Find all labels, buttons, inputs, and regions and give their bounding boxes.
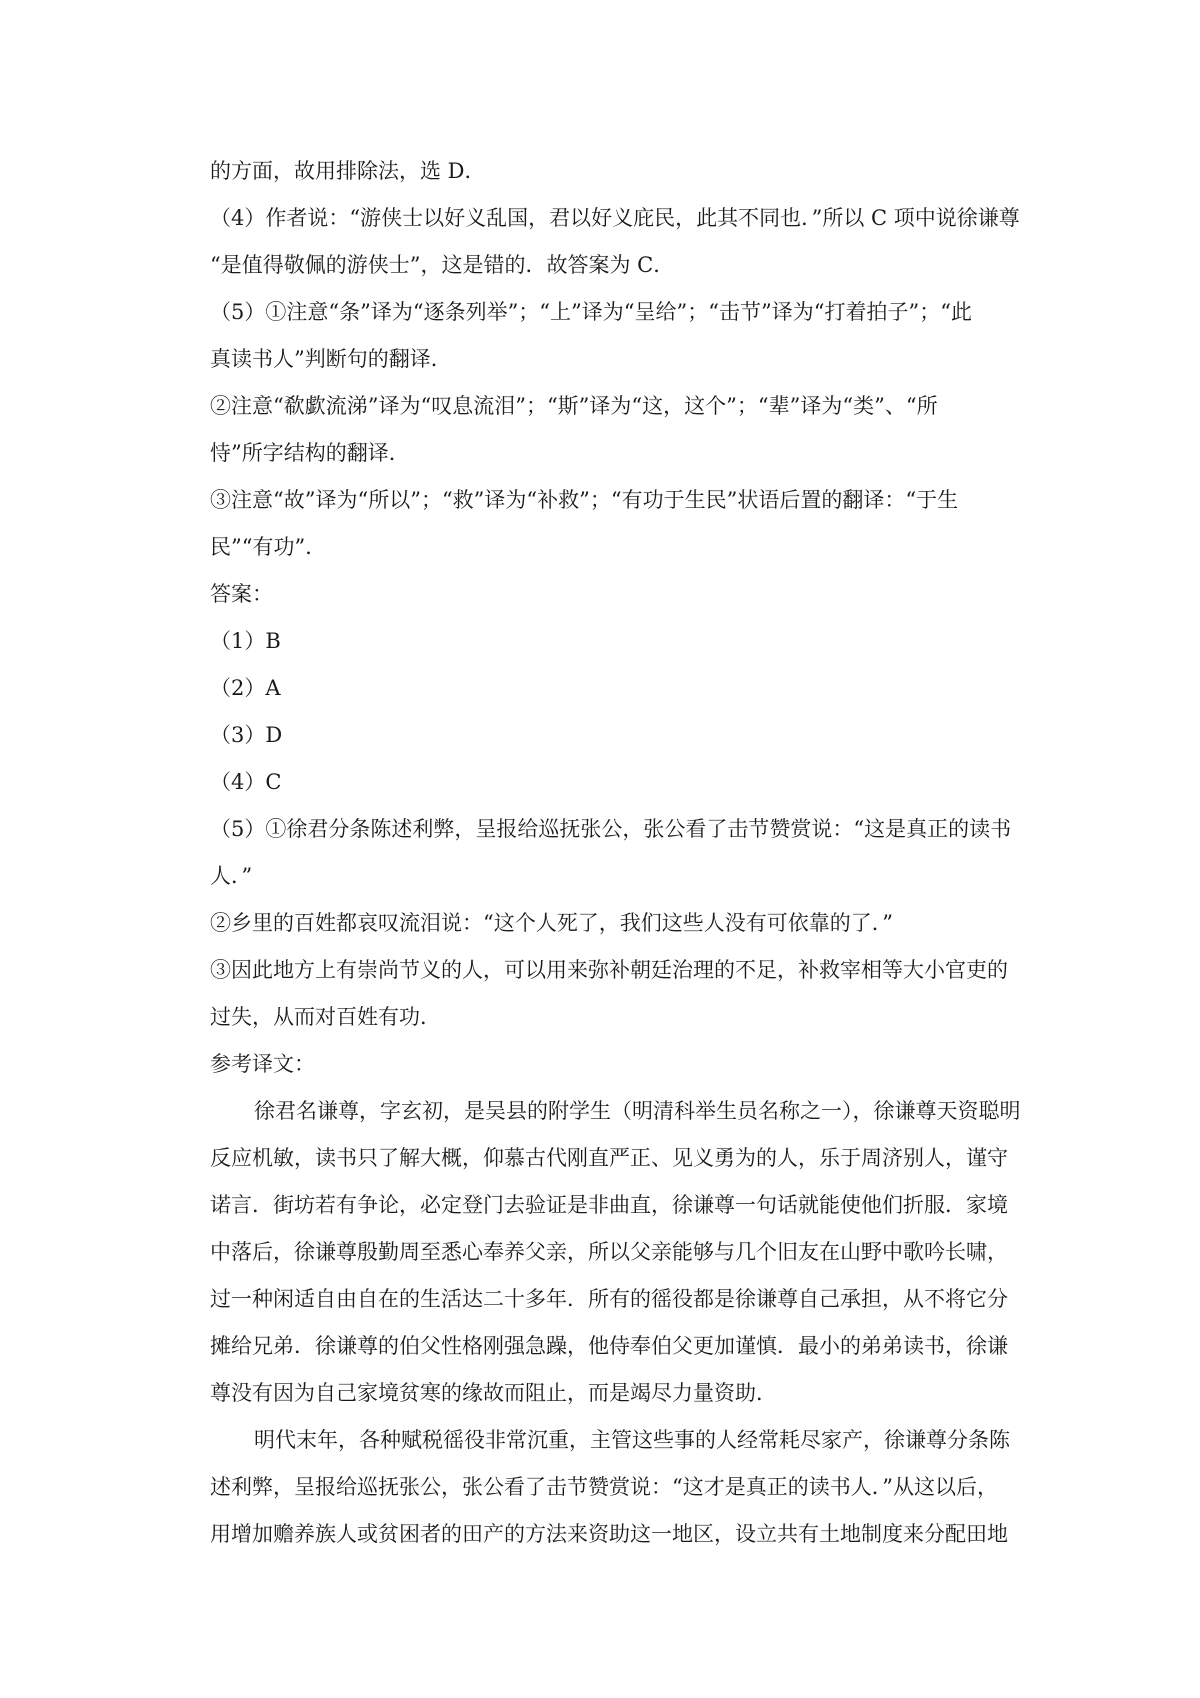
- text-line: 过失，从而对百姓有功．: [210, 1005, 441, 1029]
- text-line: 过一种闲适自由自在的生活达二十多年．所有的徭役都是徐谦尊自己承担，从不将它分: [210, 1287, 1008, 1311]
- text-line: ②注意“欷歔流涕”译为“叹息流泪”；“斯”译为“这，这个”；“辈”译为“类”、“所: [210, 394, 938, 418]
- text-line: ③注意“故”译为“所以”；“救”译为“补救”；“有功于生民”状语后置的翻译：“于生: [210, 488, 959, 512]
- text-line: 民”“有功”．: [210, 535, 327, 559]
- paragraph-first-line: 徐君名谦尊，字玄初，是吴县的附学生（明清科举生员名称之一），徐谦尊天资聪明: [254, 1099, 1021, 1123]
- text-line: 反应机敏，读书只了解大概，仰慕古代刚直严正、见义勇为的人，乐于周济别人，谨守: [210, 1146, 1008, 1170]
- text-line: 中落后，徐谦尊殷勤周至悉心奉养父亲，所以父亲能够与几个旧友在山野中歌吟长啸，: [210, 1240, 1008, 1264]
- text-line: 参考译文：: [210, 1052, 315, 1076]
- text-line: 真读书人”判断句的翻译．: [210, 347, 452, 371]
- text-line: 摊给兄弟．徐谦尊的伯父性格刚强急躁，他侍奉伯父更加谨慎．最小的弟弟读书，徐谦: [210, 1334, 1008, 1358]
- text-line: 诺言．街坊若有争论，必定登门去验证是非曲直，徐谦尊一句话就能使他们折服．家境: [210, 1193, 1008, 1217]
- text-line: ②乡里的百姓都哀叹流泪说：“这个人死了，我们这些人没有可依靠的了．”: [210, 911, 893, 935]
- text-line: ③因此地方上有崇尚节义的人，可以用来弥补朝廷治理的不足，补救宰相等大小官吏的: [210, 958, 1008, 982]
- document-body: [210, 148, 1025, 1558]
- text-line: 用增加赡养族人或贫困者的田产的方法来资助这一地区，设立共有土地制度来分配田地: [210, 1522, 1008, 1546]
- text-line: “是值得敬佩的游侠士”，这是错的．故答案为 C．: [210, 253, 675, 277]
- text-line: （4）C: [210, 770, 282, 794]
- text-line: 述利弊，呈报给巡抚张公，张公看了击节赞赏说：“这才是真正的读书人．”从这以后，: [210, 1475, 998, 1499]
- text-line: （1）B: [210, 629, 281, 653]
- text-line: 的方面，故用排除法，选 D．: [210, 159, 486, 183]
- text-line: （3）D: [210, 723, 283, 747]
- text-line: （5）①徐君分条陈述利弊，呈报给巡抚张公，张公看了击节赞赏说：“这是真正的读书: [210, 817, 1012, 841]
- text-line: 答案：: [210, 582, 273, 606]
- text-line: （4）作者说：“游侠士以好义乱国，君以好义庇民，此其不同也．”所以 C 项中说徐谦尊: [210, 206, 1020, 230]
- text-line: 恃”所字结构的翻译．: [210, 441, 410, 465]
- text-line: 尊没有因为自己家境贫寒的缘故而阻止，而是竭尽力量资助．: [210, 1381, 777, 1405]
- text-line: （2）A: [210, 676, 281, 700]
- paragraph-first-line: 明代末年，各种赋税徭役非常沉重，主管这些事的人经常耗尽家产，徐谦尊分条陈: [254, 1428, 1010, 1452]
- text-line: 人．”: [210, 864, 253, 888]
- text-line: （5）①注意“条”译为“逐条列举”；“上”译为“呈给”；“击节”译为“打着拍子”；“此: [210, 300, 972, 324]
